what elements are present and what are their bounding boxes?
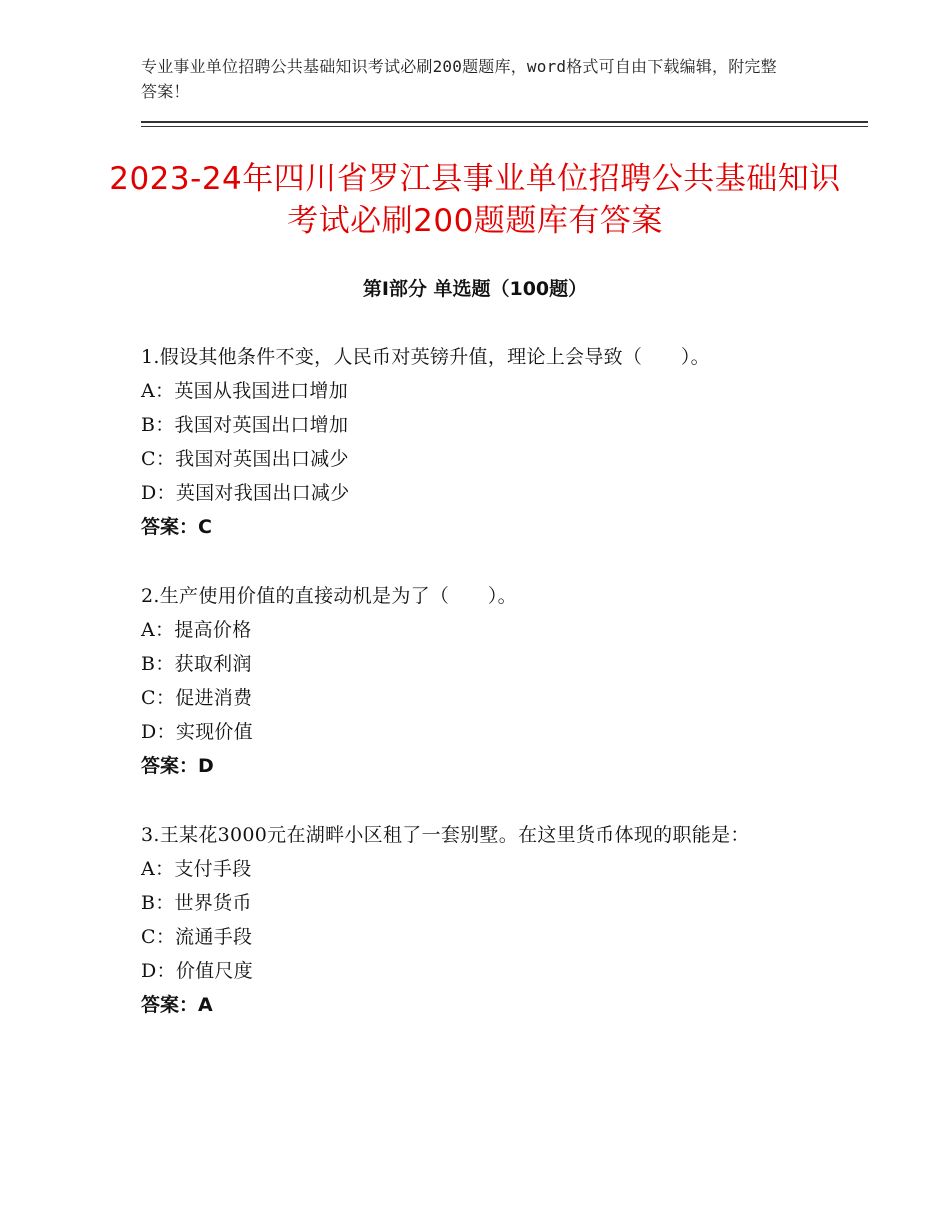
section-title: 第Ⅰ部分 单选题（100题） [362,278,588,300]
question-text: 1.假设其他条件不变，人民币对英镑升值，理论上会导致（ ）。 [141,346,710,368]
option-b: B：我国对英国出口增加 [141,414,349,436]
option-a: A：支付手段 [141,858,252,880]
option-a: A：提高价格 [141,619,252,641]
option-b: B：世界货币 [141,892,252,914]
answer-line: 答案：D [141,755,214,777]
question-1 [141,340,821,544]
question-text: 2.生产使用价值的直接动机是为了（ ）。 [141,585,517,607]
answer-line: 答案：A [141,994,213,1016]
answer-line: 答案：C [141,516,212,538]
header-rule-thin [141,126,868,127]
option-c: C：流通手段 [141,926,253,948]
option-c: C：我国对英国出口减少 [141,448,349,470]
option-d: D：实现价值 [141,721,254,743]
option-c: C：促进消费 [141,687,253,709]
document-title: 2023-24年四川省罗江县事业单位招聘公共基础知识考试必刷200题题库有答案 [109,161,841,239]
header-note: 专业事业单位招聘公共基础知识考试必刷200题题库，word格式可自由下载编辑，附完整答案！ [141,57,777,101]
question-text: 3.王某花3000元在湖畔小区租了一套别墅。在这里货币体现的职能是： [141,824,750,846]
question-2 [141,579,821,783]
header-rule-thick [141,121,868,123]
option-b: B：获取利润 [141,653,252,675]
question-3 [141,818,821,1022]
option-a: A：英国从我国进口增加 [141,380,349,402]
option-d: D：英国对我国出口减少 [141,482,350,504]
option-d: D：价值尺度 [141,960,254,982]
